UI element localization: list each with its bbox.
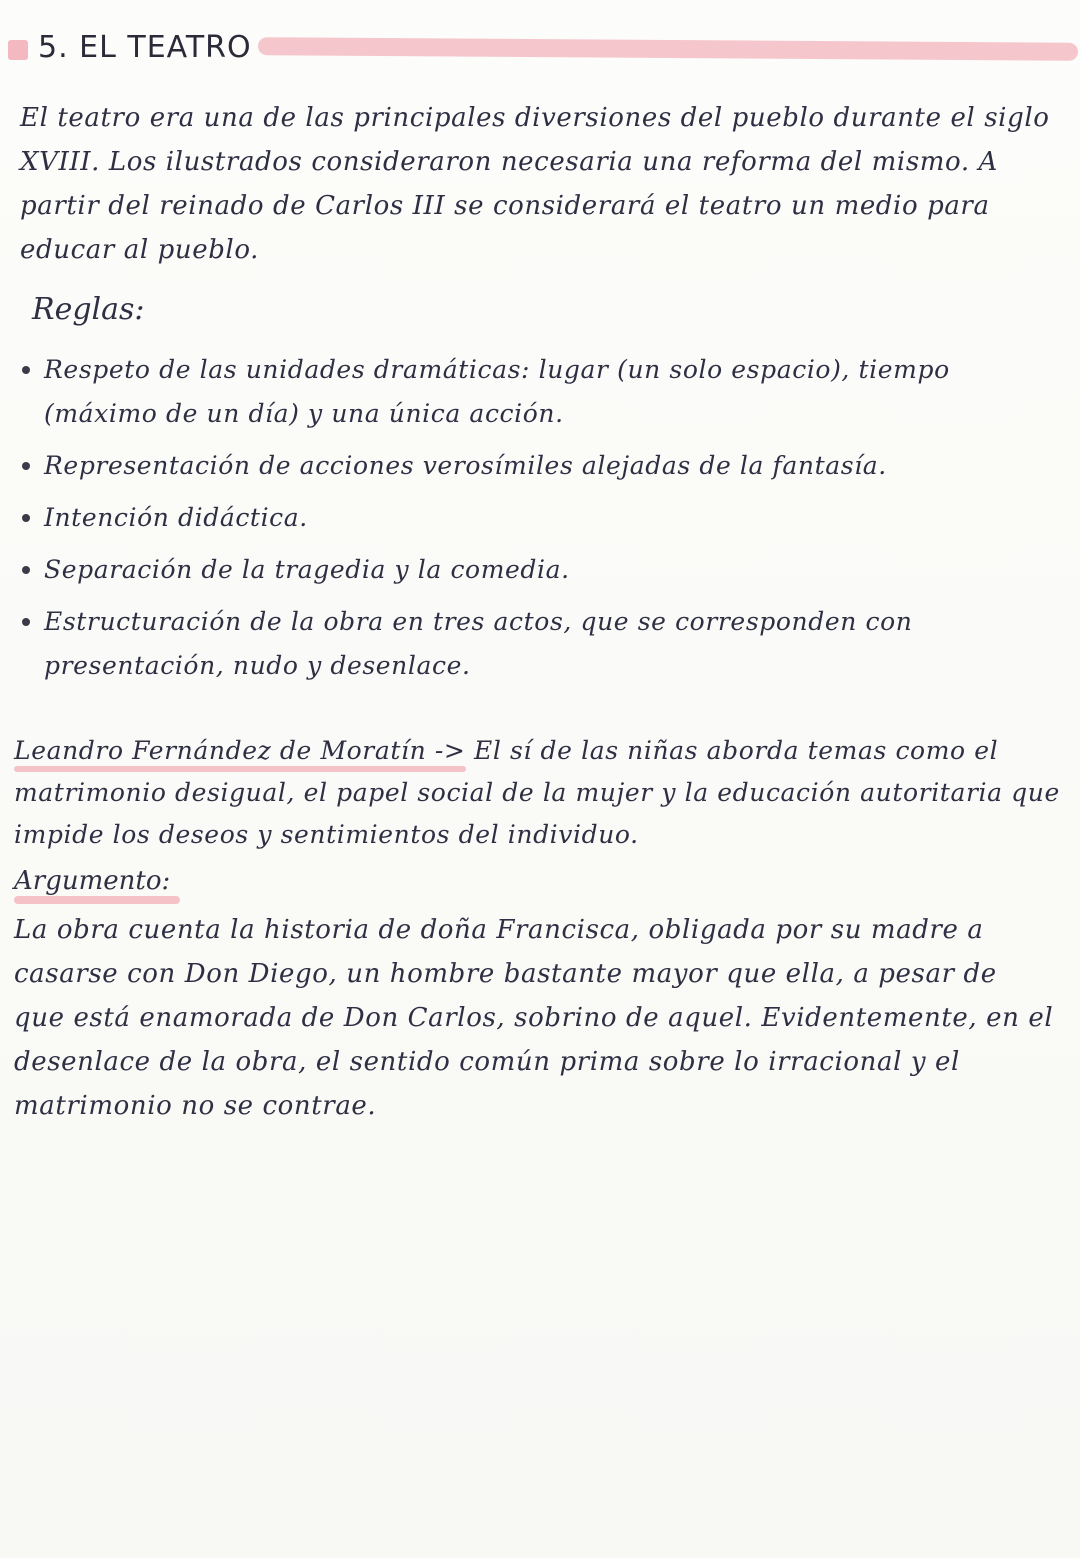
argumento-heading: Argumento: — [14, 866, 171, 896]
page-title: 5. EL TEATRO — [38, 30, 252, 65]
reglas-item: Respeto de las unidades dramáticas: lugar (un solo espacio), tiempo (máximo de un día) y una única acción. — [16, 348, 1066, 436]
reglas-item: Representación de acciones verosímiles alejadas de la fantasía. — [16, 444, 1066, 488]
title-row — [8, 28, 1072, 72]
reglas-heading: Reglas: — [32, 292, 145, 327]
reglas-list — [16, 348, 1066, 696]
title-highlight-mark — [8, 40, 28, 60]
argumento-paragraph: La obra cuenta la historia de doña Francisca, obligada por su madre a casarse con Don Diego, un hombre bastante mayor que ella, a pesar de que está enamorada de Don Carlos, sobrino de aquel. Evidentemente, en el desenlace de la obra, el sentido común prima sobre lo irracional y el matrimonio no se contrae. — [14, 915, 1054, 1121]
intro-paragraph: El teatro era una de las principales diversiones del pueblo durante el siglo XVIII. Los ilustrados consideraron necesaria una reforma del mismo. A partir del reinado de Carlos III se considerará el teatro un medio para educar al pueblo. — [20, 103, 1050, 265]
argumento-highlight — [14, 896, 180, 904]
reglas-item: Separación de la tragedia y la comedia. — [16, 548, 1066, 592]
title-highlight-bar — [258, 37, 1078, 61]
reglas-item: Estructuración de la obra en tres actos, que se corresponden con presentación, nudo y desenlace. — [16, 600, 1066, 688]
author-name: Leandro Fernández de Moratín — [14, 736, 427, 765]
author-text: -> El sí de las niñas aborda temas como el matrimonio desigual, el papel social de la mujer y la educación autoritaria que impide los deseos y sentimientos del individuo. — [14, 736, 1060, 849]
author-paragraph — [14, 730, 1064, 856]
reglas-item: Intención didáctica. — [16, 496, 1066, 540]
